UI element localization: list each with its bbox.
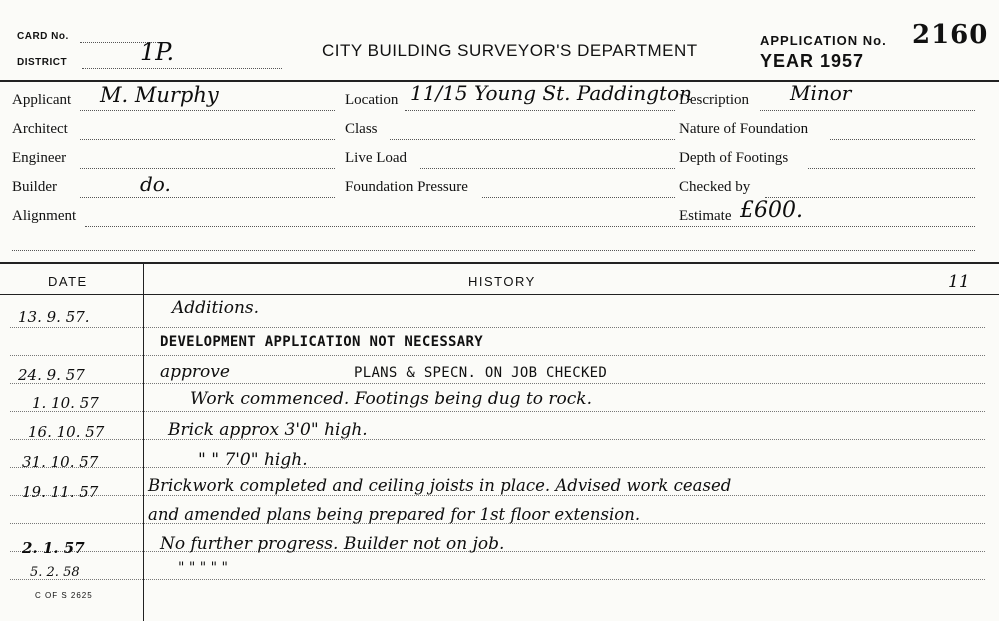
applicant-label: Applicant	[12, 92, 72, 108]
district-line	[82, 68, 282, 69]
date-header: DATE	[48, 274, 88, 289]
depth-footings-label: Depth of Footings	[679, 150, 789, 166]
history-text: Work commenced. Footings being dug to rock.	[190, 389, 593, 409]
page-mark: 11	[948, 272, 970, 292]
live-load-label: Live Load	[345, 150, 408, 166]
history-rule	[10, 579, 985, 580]
class-label: Class	[345, 121, 378, 137]
alignment-line	[85, 226, 975, 227]
applicant-value: M. Murphy	[100, 83, 219, 107]
application-no-label: APPLICATION No.	[760, 33, 887, 48]
location-label: Location	[345, 92, 399, 108]
nature-foundation-label: Nature of Foundation	[679, 121, 809, 137]
history-rule	[10, 383, 985, 384]
history-date: 19. 11. 57	[22, 483, 99, 501]
builder-line	[80, 197, 335, 198]
history-rule	[10, 327, 985, 328]
history-rule	[10, 355, 985, 356]
date-column-divider	[143, 264, 144, 621]
year-label: YEAR 1957	[760, 51, 865, 71]
history-text: No further progress. Builder not on job.	[160, 534, 505, 554]
history-date: 24. 9. 57	[18, 366, 85, 384]
history-date: 5. 2. 58	[30, 565, 80, 580]
district-label: DISTRICT	[17, 57, 68, 68]
description-label: Description	[679, 92, 749, 108]
history-header: HISTORY	[468, 274, 536, 289]
estimate-label: Estimate	[679, 208, 732, 224]
history-text: " " " " "	[178, 560, 228, 576]
history-typed-text: PLANS & SPECN. ON JOB CHECKED	[354, 365, 608, 381]
history-rule	[10, 495, 985, 496]
estimate-value: £600.	[740, 198, 803, 223]
architect-label: Architect	[12, 121, 68, 137]
history-top-border	[0, 262, 999, 264]
card-no-label: CARD No.	[17, 31, 69, 42]
foundation-pressure-label: Foundation Pressure	[345, 179, 468, 195]
history-date: 2. 1. 57	[22, 539, 85, 557]
blank-line	[12, 250, 975, 251]
history-text: " " 7'0" high.	[198, 450, 308, 470]
description-value: Minor	[790, 81, 852, 105]
nature-foundation-line	[830, 139, 975, 140]
history-text: Additions.	[172, 298, 260, 318]
history-text: and amended plans being prepared for 1st floor extension.	[148, 505, 641, 524]
live-load-line	[420, 168, 675, 169]
location-line	[405, 110, 675, 111]
depth-footings-line	[808, 168, 975, 169]
alignment-label: Alignment	[12, 208, 77, 224]
district-value: 1P.	[140, 38, 175, 66]
location-value: 11/15 Young St. Paddington	[410, 81, 693, 105]
history-typed-text: DEVELOPMENT APPLICATION NOT NECESSARY	[160, 334, 483, 350]
builder-value: do.	[140, 172, 171, 196]
history-rule	[10, 439, 985, 440]
history-date: 13. 9. 57.	[18, 308, 90, 326]
engineer-line	[80, 168, 335, 169]
department-title: CITY BUILDING SURVEYOR'S DEPARTMENT	[322, 41, 698, 60]
applicant-line	[80, 110, 335, 111]
foundation-pressure-line	[482, 197, 675, 198]
application-no-value: 2160	[912, 20, 989, 50]
history-rule	[10, 467, 985, 468]
builder-label: Builder	[12, 179, 57, 195]
architect-line	[80, 139, 335, 140]
checked-by-label: Checked by	[679, 179, 751, 195]
history-date: 16. 10. 57	[28, 423, 105, 441]
history-text: Brick approx 3'0" high.	[168, 420, 368, 440]
engineer-label: Engineer	[12, 150, 67, 166]
history-header-rule	[0, 294, 999, 295]
history-text: approve	[160, 362, 230, 382]
history-date: 31. 10. 57	[22, 453, 99, 471]
description-line	[760, 110, 975, 111]
history-date: 1. 10. 57	[32, 394, 99, 412]
form-code: C OF S 2625	[35, 591, 93, 600]
class-line	[390, 139, 675, 140]
history-text: Brickwork completed and ceiling joists in place. Advised work ceased	[148, 476, 732, 495]
history-rule	[10, 411, 985, 412]
